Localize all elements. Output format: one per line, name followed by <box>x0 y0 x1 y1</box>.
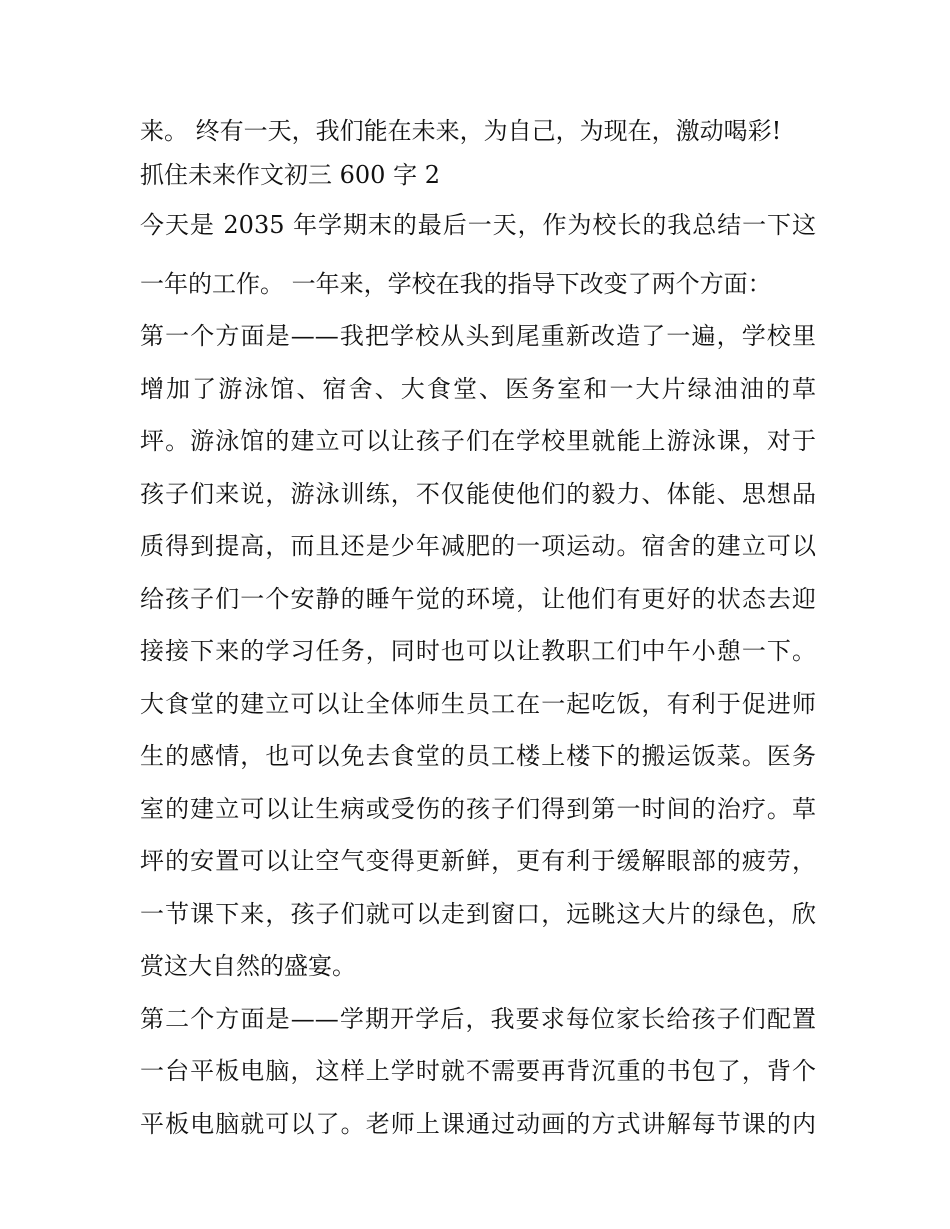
text-line-7: 坪。游泳馆的建立可以让孩子们在学校里就能上游泳课，对于 <box>140 427 816 455</box>
text-line-8: 孩子们来说，游泳训练，不仅能使他们的毅力、体能、思想品 <box>140 479 816 508</box>
essay-title: 抓住未来作文初三 600 字 2 <box>140 160 440 189</box>
text-line-11: 接接下来的学习任务，同时也可以让教职工们中午小憩一下。 <box>140 637 816 665</box>
text-line-12: 大食堂的建立可以让全体师生员工在一起吃饭，有利于促进师 <box>140 689 816 718</box>
text-line-9: 质得到提高，而且还是少年减肥的一项运动。宿舍的建立可以 <box>140 532 816 560</box>
text-line-5: 第一个方面是——我把学校从头到尾重新改造了一遍，学校里 <box>140 322 816 350</box>
text-line-19: 一台平板电脑，这样上学时就不需要再背沉重的书包了，背个 <box>140 1057 816 1085</box>
text-line-3: 今天是 2035 年学期末的最后一天，作为校长的我总结一下这 <box>140 210 816 239</box>
text-line-13: 生的感情，也可以免去食堂的员工楼上楼下的搬运饭菜。医务 <box>140 742 816 770</box>
text-line-18: 第二个方面是——学期开学后，我要求每位家长给孩子们配置 <box>140 1004 816 1033</box>
text-line-10: 给孩子们一个安静的睡午觉的环境，让他们有更好的状态去迎 <box>140 584 816 613</box>
text-line-1: 来。 终有一天，我们能在未来，为自己，为现在，激动喝彩! <box>140 117 782 145</box>
text-line-14: 室的建立可以让生病或受伤的孩子们得到第一时间的治疗。草 <box>140 794 816 823</box>
text-line-17: 赏这大自然的盛宴。 <box>140 952 356 980</box>
text-line-6: 增加了游泳馆、宿舍、大食堂、医务室和一大片绿油油的草 <box>140 374 816 403</box>
text-line-15: 坪的安置可以让空气变得更新鲜，更有利于缓解眼部的疲劳， <box>140 847 816 875</box>
text-line-4: 一年的工作。 一年来，学校在我的指导下改变了两个方面： <box>140 269 772 298</box>
essay-body <box>140 105 816 1150</box>
text-line-16: 一节课下来，孩子们就可以走到窗口，远眺这大片的绿色，欣 <box>140 899 816 928</box>
text-line-20: 平板电脑就可以了。老师上课通过动画的方式讲解每节课的内 <box>140 1109 816 1138</box>
